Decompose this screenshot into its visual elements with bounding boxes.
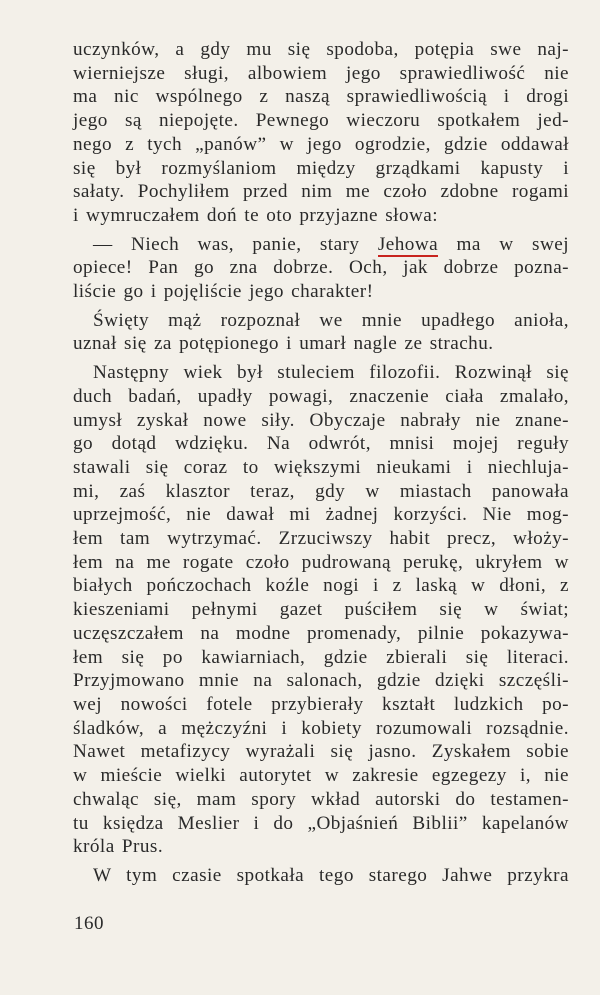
text-line: go dotąd wdzięku. Na odwrót, mnisi mojej reguły xyxy=(73,433,569,455)
text-line: ma nic wspólnego z naszą sprawiedliwością i drogi xyxy=(73,86,569,108)
text-line: Święty mąż rozpoznał we mnie upadłego anioła, xyxy=(93,309,569,331)
text-line: i wymruczałem doń te oto przyjazne słowa: xyxy=(73,204,439,226)
text-line: jego są niepojęte. Pewnego wieczoru spotkałem jed- xyxy=(73,110,569,132)
text-line: w mieście wielki autorytet w zakresie egzegezy i, nie xyxy=(73,765,569,787)
text-line: chwaląc się, mam spory wkład autorski do testamen- xyxy=(73,788,569,810)
text-line: umysł zyskał nowe siły. Obyczaje nabrały nie znane- xyxy=(73,409,569,431)
text-line: wierniejsze sługi, albowiem jego sprawiedliwość nie xyxy=(73,62,569,84)
text-line: duch badań, upadły powagi, znaczenie ciała zmalało, xyxy=(73,385,569,407)
underlined-word: Jehowa xyxy=(377,233,439,255)
text-line: liście go i pojęliście jego charakter! xyxy=(73,281,374,303)
text-line: łem tam wytrzymać. Zrzuciwszy habit precz, włoży- xyxy=(73,528,569,550)
text-line: uprzejmość, nie dawał mi żadnej korzyści. Nie mog- xyxy=(73,504,569,526)
body-text xyxy=(73,38,569,888)
text-line: uczęszczałem na modne promenady, pilnie pokazywa- xyxy=(73,622,569,644)
text-line: śladków, a mężczyźni i kobiety rozumowali rozsądnie. xyxy=(73,717,569,739)
text-line: białych pończochach koźle nogi i z laską w dłoni, z xyxy=(73,575,569,597)
text-line: stawali się coraz to większymi nieukami i niechluja- xyxy=(73,456,569,478)
text-line: — Niech was, panie, stary Jehowa ma w swej xyxy=(93,233,570,255)
text-line: Następny wiek był stuleciem filozofii. Rozwinął się xyxy=(93,362,569,384)
text-line: sałaty. Pochyliłem przed nim me czoło zdobne rogami xyxy=(73,181,569,203)
text-line: kieszeniami pełnymi gazet puściłem się w świat; xyxy=(73,599,569,621)
paragraph xyxy=(73,309,569,356)
paragraph xyxy=(73,361,569,859)
text-line: Przyjmowano mnie na salonach, gdzie dzięki szczęśli- xyxy=(73,670,569,692)
text-line: łem na me rogate czoło pudrowaną perukę, ukryłem w xyxy=(73,551,569,573)
paragraph xyxy=(73,864,569,888)
text-line: uznał się za potępionego i umarł nagle ze strachu. xyxy=(73,333,494,355)
paragraph xyxy=(73,233,569,304)
text-line: uczynków, a gdy mu się spodoba, potępia swe naj- xyxy=(73,39,569,60)
text-line: nego z tych „panów” w jego ogrodzie, gdzie oddawał xyxy=(73,133,569,155)
page-number: 160 xyxy=(74,913,104,934)
text-line: Nawet metafizycy wyrażali się jasno. Zyskałem sobie xyxy=(73,741,569,763)
text-line: W tym czasie spotkała tego starego Jahwe przykra xyxy=(93,864,569,886)
paragraph xyxy=(73,38,569,228)
text-line: opiece! Pan go zna dobrze. Och, jak dobrze pozna- xyxy=(73,257,569,279)
text-line: wej nowości fotele przybierały kształt ludzkich po- xyxy=(73,693,569,715)
text-line: łem się po kawiarniach, gdzie zbierali się literaci. xyxy=(73,646,569,668)
text-line: się był rozmyślaniom między grządkami kapusty i xyxy=(73,157,569,179)
text-line: tu księdza Meslier i do „Objaśnień Biblii” kapelanów xyxy=(73,812,569,834)
text-line: króla Prus. xyxy=(73,836,164,858)
text-line: mi, zaś klasztor teraz, gdy w miastach panowała xyxy=(73,480,569,502)
